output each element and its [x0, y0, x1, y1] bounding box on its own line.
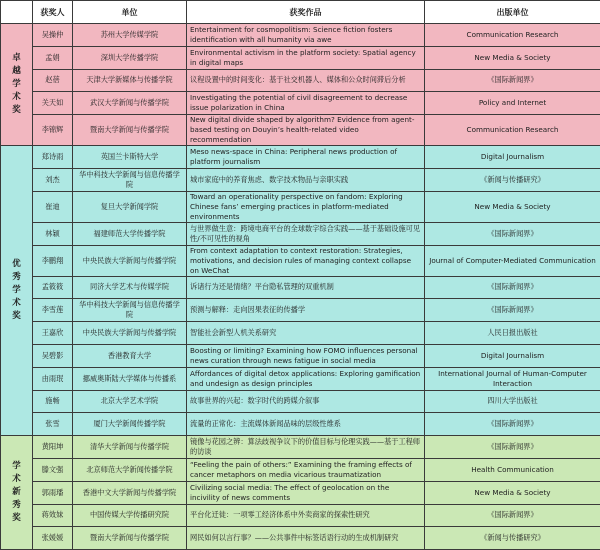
winner-unit: 苏州大学传媒学院: [73, 24, 187, 47]
winner-unit: 厦门大学新闻传播学院: [73, 413, 187, 436]
winner-unit: 天津大学新媒体与传播学院: [73, 69, 187, 92]
award-work: 网民如何以言行事？——公共事件中标签话语行动的生成机制研究: [187, 527, 425, 550]
winner-name: 关天如: [33, 92, 73, 115]
award-work: 镜像与花园之辨：算法歧视争议下的价值目标与伦理实践——基于工程师的访谈: [187, 436, 425, 459]
award-category-label: 优秀学术奖: [12, 258, 22, 323]
winner-unit: 清华大学新闻与传播学院: [73, 436, 187, 459]
winner-unit: 武汉大学新闻与传播学院: [73, 92, 187, 115]
table-row: [1, 367, 600, 390]
winner-unit: 中央民族大学新闻与传播学院: [73, 245, 187, 276]
publisher: 《国际新闻界》: [425, 69, 600, 92]
publisher: 《新闻与传播研究》: [425, 527, 600, 550]
award-work: Entertainment for cosmopolitism: Science fiction fosters identification with all humanity via awe: [187, 24, 425, 47]
publisher: 《国际新闻界》: [425, 413, 600, 436]
table-row: [1, 436, 600, 459]
table-row: [1, 413, 600, 436]
publisher: International Journal of Human-Computer Interaction: [425, 367, 600, 390]
winner-name: 林颖: [33, 222, 73, 245]
winner-name: 刘杰: [33, 168, 73, 191]
publisher: 《国际新闻界》: [425, 436, 600, 459]
table-row: [1, 276, 600, 299]
publisher: New Media & Society: [425, 191, 600, 222]
winner-name: 孟娟: [33, 46, 73, 69]
table-row: [1, 299, 600, 322]
winner-name: 李鹏翔: [33, 245, 73, 276]
winner-unit: 复旦大学新闻学院: [73, 191, 187, 222]
winner-name: 李雪莲: [33, 299, 73, 322]
winner-name: 赵蓓: [33, 69, 73, 92]
winner-unit: 中国传媒大学传播研究院: [73, 504, 187, 527]
table-row: [1, 92, 600, 115]
winner-name: 郑诗雨: [33, 146, 73, 169]
award-work: Civilizing social media: The effect of geolocation on the incivility of news comments: [187, 481, 425, 504]
publisher: 四川大学出版社: [425, 390, 600, 413]
publisher: Communication Research: [425, 115, 600, 146]
publisher: Health Communication: [425, 458, 600, 481]
winner-name: 张媛媛: [33, 527, 73, 550]
table-row: [1, 24, 600, 47]
winner-unit: 华中科技大学新闻与信息传播学院: [73, 168, 187, 191]
award-work: New digital divide shaped by algorithm? Evidence from agent-based testing on Douyin’s health-related video recommendation: [187, 115, 425, 146]
winner-unit: 暨南大学新闻与传播学院: [73, 527, 187, 550]
winner-name: 吴操仲: [33, 24, 73, 47]
table-row: [1, 527, 600, 550]
winner-name: 滕文强: [33, 458, 73, 481]
table-row: [1, 245, 600, 276]
header-winner: 获奖人: [33, 1, 73, 24]
header-row: [1, 1, 600, 24]
award-work: 故事世界的兴起：数字时代的跨媒介叙事: [187, 390, 425, 413]
winner-unit: 香港教育大学: [73, 344, 187, 367]
publisher: New Media & Society: [425, 46, 600, 69]
winner-name: 由雨珉: [33, 367, 73, 390]
table-row: [1, 191, 600, 222]
winner-name: 张雪: [33, 413, 73, 436]
publisher: 《国际新闻界》: [425, 504, 600, 527]
table-row: [1, 322, 600, 345]
publisher: 《国际新闻界》: [425, 276, 600, 299]
award-category: [1, 146, 33, 436]
winner-unit: 中央民族大学新闻与传播学院: [73, 322, 187, 345]
award-work: Meso news-space in China: Peripheral news production of platform journalism: [187, 146, 425, 169]
table-row: [1, 344, 600, 367]
award-work: 议程设置中的时间变化：基于社交机器人、媒体和公众时间滞后分析: [187, 69, 425, 92]
table-row: [1, 481, 600, 504]
publisher: Policy and Internet: [425, 92, 600, 115]
winner-unit: 深圳大学传播学院: [73, 46, 187, 69]
award-work: Boosting or limiting? Examining how FOMO influences personal news curation through news fatigue in social media: [187, 344, 425, 367]
winner-unit: 暨南大学新闻与传播学院: [73, 115, 187, 146]
winner-unit: 北京师范大学新闻传播学院: [73, 458, 187, 481]
award-work: 平台化迁徙：一项零工经济体系中外卖商家的探索性研究: [187, 504, 425, 527]
table-row: [1, 69, 600, 92]
winner-name: 施畅: [33, 390, 73, 413]
winner-name: 黄阳坤: [33, 436, 73, 459]
table-row: [1, 168, 600, 191]
award-work: Affordances of digital detox applications: Exploring gamification and undesign as design principles: [187, 367, 425, 390]
table-row: [1, 115, 600, 146]
award-work: “Feeling the pain of others:” Examining the framing effects of cancer metaphors on media vicarious traumatization: [187, 458, 425, 481]
winner-name: 郭雨璠: [33, 481, 73, 504]
award-work: 流量的正常化：主流媒体新闻品味的层级性维系: [187, 413, 425, 436]
table-row: [1, 146, 600, 169]
winner-unit: 华中科技大学新闻与信息传播学院: [73, 299, 187, 322]
table-body: [1, 24, 600, 550]
publisher: 《国际新闻界》: [425, 222, 600, 245]
publisher: 《国际新闻界》: [425, 299, 600, 322]
winner-unit: 福建师范大学传播学院: [73, 222, 187, 245]
winner-unit: 香港中文大学新闻与传播学院: [73, 481, 187, 504]
award-work: 城市家庭中的养育焦虑、数字技术物品与亲职实践: [187, 168, 425, 191]
award-category-label: 卓越学术奖: [12, 52, 22, 117]
award-work: Environmental activism in the platform society: Spatial agency in digital maps: [187, 46, 425, 69]
winner-unit: 北京大学艺术学院: [73, 390, 187, 413]
publisher: Digital Journalism: [425, 146, 600, 169]
award-category-label: 学术新秀奖: [12, 460, 22, 525]
publisher: 《新闻与传播研究》: [425, 168, 600, 191]
winner-unit: 挪威奥斯陆大学媒体与传播系: [73, 367, 187, 390]
publisher: Journal of Computer-Mediated Communication: [425, 245, 600, 276]
table-row: [1, 458, 600, 481]
winner-name: 王嘉欣: [33, 322, 73, 345]
award-work: 诉诸行为还是情绪？平台隐私管理的双重机制: [187, 276, 425, 299]
table-row: [1, 390, 600, 413]
header-work: 获奖作品: [187, 1, 425, 24]
publisher: New Media & Society: [425, 481, 600, 504]
publisher: Communication Research: [425, 24, 600, 47]
award-work: 与世界做生意：跨境电商平台的全球数字综合实践——基于基础设施可见性/不可见性的视角: [187, 222, 425, 245]
award-category: [1, 24, 33, 146]
publisher: 人民日报出版社: [425, 322, 600, 345]
award-work: 智能社会新型人机关系研究: [187, 322, 425, 345]
publisher: Digital Journalism: [425, 344, 600, 367]
header-unit: 单位: [73, 1, 187, 24]
winner-name: 吴碧影: [33, 344, 73, 367]
table-row: [1, 222, 600, 245]
header-publisher: 出版单位: [425, 1, 600, 24]
award-work: From context adaptation to context restoration: Strategies, motivations, and decision rules of managing context collapse on WeChat: [187, 245, 425, 276]
header-award: [1, 1, 33, 24]
winner-unit: 同济大学艺术与传媒学院: [73, 276, 187, 299]
award-work: Toward an operationality perspective on fandom: Exploring Chinese fans’ emerging practices in platform-mediated environments: [187, 191, 425, 222]
award-work: 预测与解释：走向因果表征的传播学: [187, 299, 425, 322]
winner-name: 孟筱筱: [33, 276, 73, 299]
table-row: [1, 46, 600, 69]
winner-name: 李锦辉: [33, 115, 73, 146]
winner-unit: 英国兰卡斯特大学: [73, 146, 187, 169]
award-category: [1, 436, 33, 550]
winner-name: 蒋效妹: [33, 504, 73, 527]
table-row: [1, 504, 600, 527]
winner-name: 崔迪: [33, 191, 73, 222]
award-work: Investigating the potential of civil disagreement to decrease issue polarization in China: [187, 92, 425, 115]
